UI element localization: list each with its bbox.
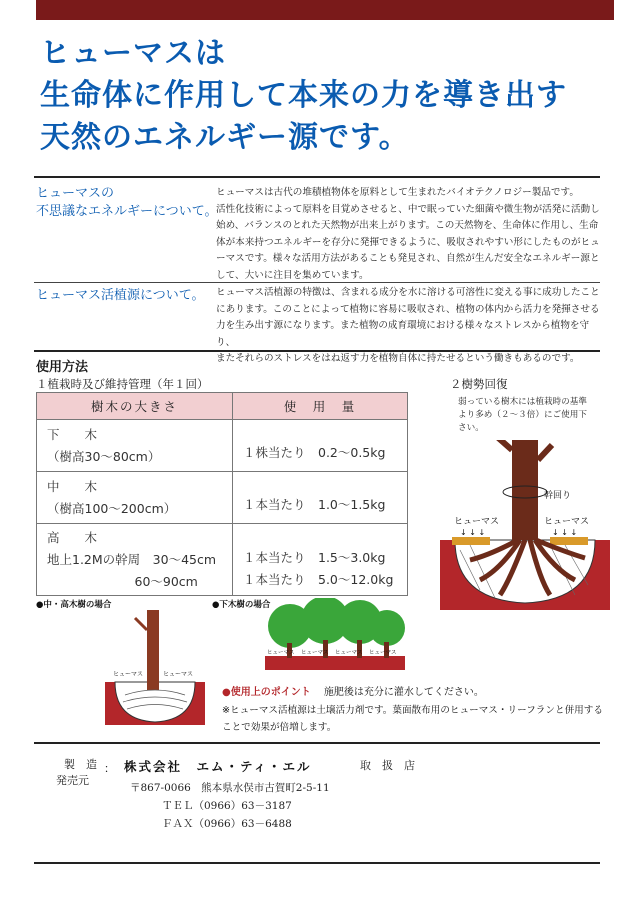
- arrow-icon: ↓ ↓ ↓: [552, 528, 578, 537]
- amount-cell: [233, 472, 408, 524]
- humus-tag: ヒューマス: [113, 671, 144, 678]
- top-banner: [36, 0, 614, 20]
- headline-line-3: 天然のエネルギー源です。: [40, 120, 410, 155]
- company-name: 株式会社 エム・ティ・エル: [124, 759, 312, 774]
- cell-text: 60～90cm: [47, 573, 198, 589]
- cell-text: 中 木: [47, 478, 98, 494]
- section2-body: [216, 285, 600, 368]
- humus-label-right: ヒューマス: [544, 517, 590, 527]
- arrow-icon: ↓ ↓ ↓: [460, 528, 486, 537]
- section2-title: ヒューマス活植源について。: [36, 288, 205, 303]
- text-line: ヒューマス活植源の特徴は、含まれる成分を水に溶ける可溶性に変える事に成功したこと: [216, 287, 600, 298]
- usage-subtitle-planting: １植栽時及び維持管理（年１回）: [36, 377, 209, 391]
- divider: [34, 862, 600, 864]
- text-line: ヒューマスは古代の堆積植物体を原料として生まれたバイオテクノロジー製品です。: [216, 187, 579, 198]
- humus-layer: [452, 537, 490, 545]
- size-cell: [37, 524, 233, 596]
- cell-text: （樹高100～200cm）: [47, 500, 177, 516]
- tree-recovery-diagram: [440, 440, 610, 610]
- shrub-diagram: [265, 598, 405, 670]
- colon: ：: [104, 762, 115, 775]
- table-header-row: [37, 393, 408, 420]
- text-line: して、大いに注目を集めています。: [216, 269, 369, 281]
- column-header: 樹木の大きさ: [37, 393, 233, 420]
- size-cell: [37, 472, 233, 524]
- headline-line-2: 生命体に作用して本来の力を導き出す: [40, 78, 567, 113]
- text-line: 力を生み出す源になります。また植物の成育環境における様々なストレスから植物を守り、: [216, 320, 590, 348]
- text-line: 体が本来持つエネルギーを存分に発揮できるように、吸収されやすい形にしたものがヒュ: [216, 236, 600, 248]
- recovery-note: [458, 396, 608, 435]
- point-label: 使用上のポイント: [230, 687, 311, 698]
- table-row: [37, 472, 408, 524]
- usage-point: [222, 684, 484, 701]
- text-line: 始め、バランスのとれた天然物が出来上がります。この天然物を、生命体に作用し、生命: [216, 220, 599, 231]
- humus-tag: ヒューマス: [369, 650, 397, 656]
- pic1-label: ●中・高木樹の場合: [36, 600, 112, 610]
- section1-title-line2: 不思議なエネルギーについて。: [36, 204, 218, 219]
- label-text: 中・高木樹の場合: [43, 600, 112, 610]
- usage-note-line1: ※ヒューマス活植源は土壌活力剤です。葉面散布用のヒューマス・リーフランと併用する: [222, 705, 603, 716]
- divider: [34, 176, 600, 178]
- maker-label: 製 造: [64, 758, 97, 771]
- humus-tag: ヒューマス: [335, 650, 363, 656]
- tel: ＴＥＬ（0966）63－3187: [162, 800, 292, 812]
- dealer-label: 取 扱 店: [360, 759, 415, 772]
- humus-tag: ヒューマス: [163, 671, 194, 678]
- column-header: 使 用 量: [233, 393, 408, 420]
- section1-title-line1: ヒューマスの: [36, 186, 115, 201]
- humus-tag: ヒューマス: [267, 650, 295, 656]
- text-line: にあります。このことによって植物に容易に吸収され、植物の体内から活力を発揮させる: [216, 303, 600, 315]
- point-text: 施肥後は充分に灌水してください。: [323, 687, 484, 698]
- text-line: さい。: [458, 423, 484, 433]
- usage-title: 使用方法: [36, 360, 89, 375]
- usage-note-line2: ことで効果が倍増します。: [222, 722, 337, 733]
- address: 〒867-0066 熊本県水俣市古賀町2-5-11: [130, 782, 330, 794]
- text-line: 弱っている樹木には植栽時の基準: [458, 397, 587, 407]
- tree-trunk: [512, 440, 538, 540]
- table-row: [37, 420, 408, 472]
- divider: [34, 350, 600, 352]
- headline-line-1: ヒューマスは: [40, 36, 226, 71]
- divider: [34, 742, 600, 744]
- cell-text: １本当たり 5.0～12.0kg: [243, 571, 394, 587]
- amount-cell: [233, 524, 408, 596]
- cell-text: （樹高30～80cm）: [47, 448, 161, 464]
- usage-table: [36, 392, 408, 596]
- cell-text: １本当たり 1.0～1.5kg: [243, 496, 386, 512]
- text-line: 活性化技術によって原料を目覚めさせると、中で眠っていた細菌や微生物が活発に活動し: [216, 203, 600, 215]
- cell-text: 高 木: [47, 529, 98, 545]
- amount-cell: [233, 420, 408, 472]
- cell-text: 地上1.2Mの幹周 30～45cm: [47, 551, 217, 567]
- table-row: [37, 524, 408, 596]
- fax: ＦＡＸ（0966）63－6488: [162, 818, 292, 830]
- pic2-label: ●下木樹の場合: [212, 600, 271, 610]
- cell-text: １本当たり 1.5～3.0kg: [243, 549, 386, 565]
- text-line: またそれらのストレスをはね返す力を植物自体に持たせるという働きもあるのです。: [216, 353, 580, 364]
- label-text: 下木樹の場合: [219, 600, 271, 610]
- size-cell: [37, 420, 233, 472]
- humus-tag: ヒューマス: [301, 650, 329, 656]
- text-line: ーマスです。様々な活用方法があることも発見され、自然が生んだ安全なエネルギー源と: [216, 253, 600, 264]
- divider: [34, 282, 600, 283]
- text-line: より多め（２～３倍）にご使用下: [458, 410, 587, 420]
- usage-subtitle-recovery: ２樹勢回復: [450, 377, 508, 391]
- humus-layer: [550, 537, 588, 545]
- seller-label: 発売元: [56, 774, 89, 787]
- bullet-icon: ●: [222, 687, 231, 698]
- trunk-label: 幹回り: [544, 491, 572, 501]
- cell-text: １株当たり 0.2～0.5kg: [243, 444, 386, 460]
- cell-text: 下 木: [47, 426, 98, 442]
- section1-body: [216, 185, 600, 284]
- humus-label-left: ヒューマス: [454, 517, 500, 527]
- tall-tree-diagram: [105, 610, 205, 725]
